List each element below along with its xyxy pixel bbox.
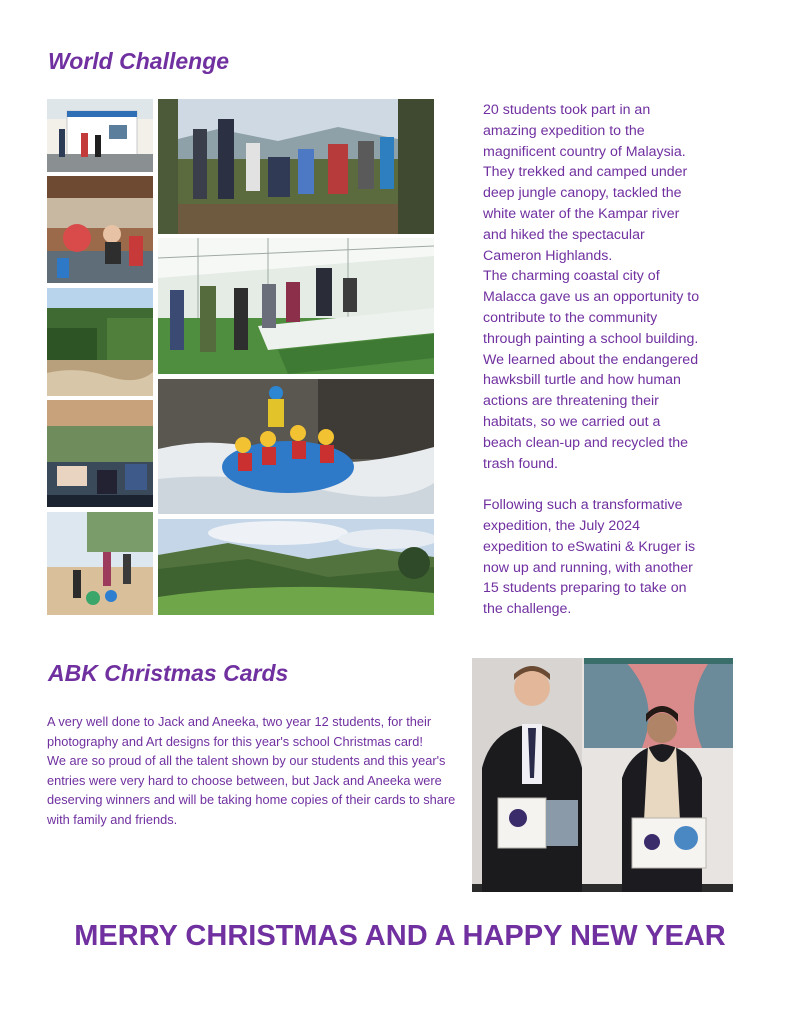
- christmas-cards-paragraph: A very well done to Jack and Aneeka, two year 12 students, for their photography and Art designs for this year's school Christmas card!: [47, 714, 432, 749]
- merry-christmas-banner: MERRY CHRISTMAS AND A HAPPY NEW YEAR: [74, 920, 726, 952]
- photo-kampar-river: [47, 288, 153, 396]
- photo-boat-ride: [47, 400, 153, 507]
- christmas-cards-text: [47, 712, 467, 830]
- photo-beach-clean-up: [47, 512, 153, 615]
- photo-painting-school-building: [47, 99, 153, 172]
- photo-christmas-card-winners: [472, 658, 733, 892]
- christmas-cards-paragraph: We are so proud of all the talent shown by our students and this year's entries were very hard to choose between, but Jack and Aneeka were deserving winners and will be taking home copies of their cards to share with family and friends.: [47, 753, 456, 827]
- christmas-cards-title: ABK Christmas Cards: [48, 660, 289, 686]
- world-challenge-paragraph: Following such a transformative expedition, the July 2024 expedition to eSwatini & Kruger is now up and running, with another 15 students preparing to take on the challenge.: [483, 497, 696, 618]
- world-challenge-title: World Challenge: [48, 48, 230, 74]
- photo-strawberry-farm: [158, 238, 434, 374]
- photo-white-water-rafting: [158, 379, 434, 514]
- photo-community-lunch: [47, 176, 153, 283]
- world-challenge-text: [483, 100, 783, 620]
- world-challenge-paragraph: 20 students took part in an amazing expedition to the magnificent country of Malaysia. They trekked and camped under deep jungle canopy, tackled the white water of the Kampar river and hiked the spectacular Cameron Highlands. The charming coastal city of Malacca gave us an opportunity to contribute to the community through painting a school building. We learned about the endangered hawksbill turtle and how human actions are threatening their habitats, so we carried out a beach clean-up and recycled the trash found.: [483, 102, 700, 472]
- photo-cameron-highlands: [158, 519, 434, 615]
- photo-trekking-group: [158, 99, 434, 234]
